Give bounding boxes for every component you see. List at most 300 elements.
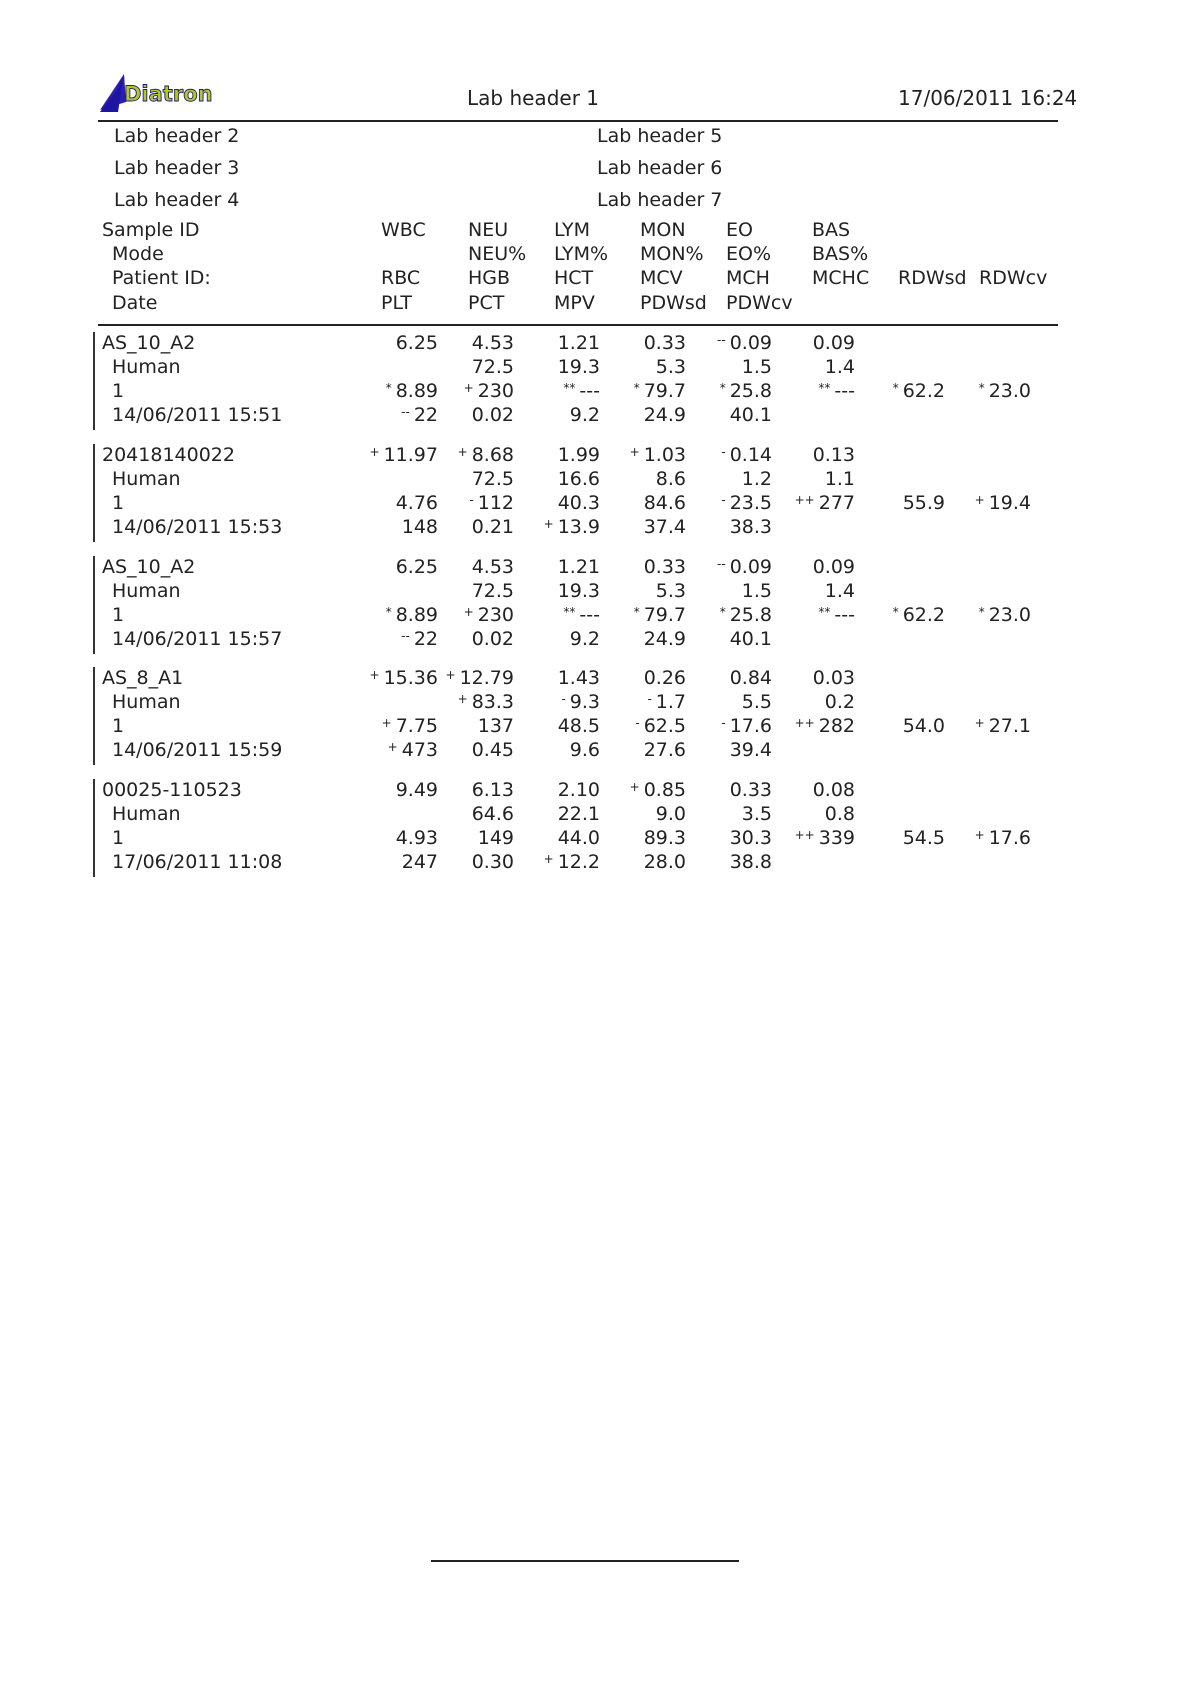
result-flag: *	[719, 381, 726, 395]
sample-block-bar	[93, 556, 95, 654]
result-flag: +	[629, 780, 640, 794]
result-value	[893, 606, 945, 625]
result-number: 0.02	[471, 628, 514, 650]
result-value	[544, 853, 600, 872]
column-header: PCT	[468, 292, 505, 314]
column-header: EO%	[726, 243, 772, 265]
result-value	[472, 406, 514, 425]
sample-id	[102, 558, 195, 577]
result-value	[558, 829, 600, 848]
result-value	[825, 693, 855, 712]
result-value	[647, 693, 686, 712]
column-header: NEU	[468, 219, 509, 241]
result-number: 6.25	[395, 332, 438, 354]
column-header: Date	[112, 292, 158, 314]
result-flag: **	[563, 381, 576, 395]
column-header: PDWsd	[640, 292, 707, 314]
result-value	[730, 406, 772, 425]
result-number: 9.0	[655, 803, 686, 825]
logo-text: Diatron	[124, 82, 213, 106]
sample-text: 14/06/2011 15:53	[112, 516, 283, 538]
result-flag: +	[381, 716, 392, 730]
result-value	[975, 494, 1031, 513]
result-number: 79.7	[643, 604, 686, 626]
result-value	[742, 470, 772, 489]
columns-divider	[98, 324, 1058, 326]
result-flag: +	[629, 445, 640, 459]
result-flag: --	[401, 405, 410, 419]
result-value	[903, 717, 945, 736]
result-value	[730, 741, 772, 760]
result-number: 22	[413, 404, 438, 426]
column-header: Mode	[112, 243, 164, 265]
result-flag: +	[457, 445, 468, 459]
result-number: 24.9	[643, 628, 686, 650]
result-value	[464, 382, 514, 401]
result-number: 149	[477, 827, 514, 849]
result-value	[472, 334, 514, 353]
result-value	[558, 446, 600, 465]
result-flag: ++	[794, 493, 815, 507]
result-value	[402, 853, 438, 872]
result-number: 0.84	[729, 667, 772, 689]
result-number: 40.3	[557, 492, 600, 514]
sample-text: 20418140022	[102, 444, 235, 466]
result-value	[742, 693, 772, 712]
result-value	[472, 358, 514, 377]
result-number: 4.53	[471, 556, 514, 578]
result-flag: *	[633, 381, 640, 395]
result-value	[975, 717, 1031, 736]
signature-line	[431, 1560, 739, 1562]
result-value	[570, 741, 600, 760]
patient-id	[112, 382, 124, 401]
result-number: 12.2	[557, 851, 600, 873]
sample-date	[112, 741, 282, 760]
result-value	[717, 558, 772, 577]
result-number: 3.5	[741, 803, 772, 825]
result-flag: *	[719, 605, 726, 619]
column-header: WBC	[381, 219, 426, 241]
result-number: 38.8	[729, 851, 772, 873]
result-flag: --	[717, 557, 726, 571]
result-value	[558, 805, 600, 824]
result-value	[813, 334, 855, 353]
sample-mode	[112, 470, 181, 489]
result-number: 247	[401, 851, 438, 873]
result-value	[558, 334, 600, 353]
result-value	[401, 406, 438, 425]
result-number: 137	[477, 715, 514, 737]
result-value	[558, 781, 600, 800]
result-number: 72.5	[471, 580, 514, 602]
report-datetime: 17/06/2011 16:24	[898, 86, 1078, 110]
result-number: 2.10	[557, 779, 600, 801]
result-number: 0.21	[471, 516, 514, 538]
result-number: 8.89	[395, 380, 438, 402]
column-header: BAS%	[812, 243, 869, 265]
result-value	[464, 606, 514, 625]
result-number: 48.5	[557, 715, 600, 737]
result-number: 4.76	[395, 492, 438, 514]
result-flag: -	[647, 692, 652, 706]
result-number: 9.3	[569, 691, 600, 713]
sample-mode	[112, 693, 181, 712]
result-value	[730, 518, 772, 537]
lab-header-4: Lab header 4	[114, 189, 240, 211]
result-value	[730, 829, 772, 848]
result-value	[644, 853, 686, 872]
result-flag: -	[469, 493, 474, 507]
result-flag: +	[445, 668, 456, 682]
result-number: 25.8	[729, 380, 772, 402]
result-number: 23.0	[988, 604, 1031, 626]
result-value	[644, 630, 686, 649]
result-value	[469, 494, 514, 513]
result-flag: +	[974, 716, 985, 730]
sample-id	[102, 334, 195, 353]
result-value	[382, 717, 438, 736]
result-value	[644, 829, 686, 848]
result-flag: --	[717, 333, 726, 347]
result-value	[730, 853, 772, 872]
result-number: 6.25	[395, 556, 438, 578]
sample-text: Human	[112, 580, 181, 602]
result-value	[903, 829, 945, 848]
result-number: 0.33	[643, 332, 686, 354]
diatron-logo	[96, 72, 266, 116]
result-flag: +	[974, 493, 985, 507]
result-flag: *	[978, 605, 985, 619]
result-value	[730, 630, 772, 649]
lab-header-5: Lab header 5	[597, 125, 723, 147]
result-number: 1.1	[824, 468, 855, 490]
result-value	[472, 741, 514, 760]
lab-header-7: Lab header 7	[597, 189, 723, 211]
result-number: 230	[477, 604, 514, 626]
result-number: 55.9	[902, 492, 945, 514]
result-value	[558, 494, 600, 513]
sample-block-bar	[93, 332, 95, 430]
result-number: 13.9	[557, 516, 600, 538]
result-value	[388, 741, 438, 760]
result-flag: *	[385, 605, 392, 619]
result-flag: +	[974, 828, 985, 842]
result-value	[396, 829, 438, 848]
result-value	[730, 669, 772, 688]
result-number: ---	[579, 380, 600, 402]
result-number: 22	[413, 628, 438, 650]
sample-text: 1	[112, 604, 125, 626]
result-number: 8.6	[655, 468, 686, 490]
result-value	[472, 470, 514, 489]
result-value	[644, 741, 686, 760]
result-value	[396, 334, 438, 353]
result-value	[813, 558, 855, 577]
result-value	[558, 669, 600, 688]
result-flag: *	[385, 381, 392, 395]
result-flag: ++	[794, 828, 815, 842]
column-header: MON%	[640, 243, 704, 265]
sample-text: 17/06/2011 11:08	[112, 851, 283, 873]
result-value	[721, 494, 772, 513]
result-number: 16.6	[557, 468, 600, 490]
result-value	[818, 606, 855, 625]
result-value	[472, 582, 514, 601]
result-value	[401, 630, 438, 649]
sample-block-bar	[93, 667, 95, 765]
result-value	[795, 829, 855, 848]
result-number: 24.9	[643, 404, 686, 426]
result-value	[825, 358, 855, 377]
result-value	[979, 382, 1031, 401]
column-header: HCT	[554, 267, 594, 289]
result-value	[558, 470, 600, 489]
result-number: 62.2	[902, 604, 945, 626]
result-value	[656, 582, 686, 601]
column-header: MCH	[726, 267, 770, 289]
column-header: HGB	[468, 267, 511, 289]
result-value	[979, 606, 1031, 625]
column-header: PDWcv	[726, 292, 793, 314]
result-value	[558, 358, 600, 377]
result-value	[795, 494, 855, 513]
sample-text: 14/06/2011 15:59	[112, 739, 283, 761]
result-value	[478, 829, 514, 848]
result-flag: **	[818, 381, 831, 395]
result-value	[721, 717, 772, 736]
sample-text: AS_8_A1	[102, 667, 184, 689]
result-value	[635, 717, 686, 736]
result-value	[742, 582, 772, 601]
result-number: 40.1	[729, 628, 772, 650]
result-number: 22.1	[557, 803, 600, 825]
result-number: 9.2	[569, 404, 600, 426]
result-value	[570, 406, 600, 425]
lab-header-2: Lab header 2	[114, 125, 240, 147]
column-header: NEU%	[468, 243, 527, 265]
result-number: ---	[579, 604, 600, 626]
result-value	[717, 334, 772, 353]
result-number: 38.3	[729, 516, 772, 538]
result-number: 0.13	[812, 444, 855, 466]
result-value	[386, 606, 438, 625]
result-number: 1.4	[824, 356, 855, 378]
column-header: EO	[726, 219, 753, 241]
result-value	[644, 669, 686, 688]
sample-text: 1	[112, 715, 125, 737]
sample-date	[112, 518, 282, 537]
result-flag: *	[978, 381, 985, 395]
result-number: 8.68	[471, 444, 514, 466]
result-number: 148	[401, 516, 438, 538]
result-value	[472, 781, 514, 800]
result-number: 9.6	[569, 739, 600, 761]
result-value	[903, 494, 945, 513]
header-divider	[98, 120, 1058, 122]
sample-text: AS_10_A2	[102, 556, 196, 578]
result-number: 1.7	[655, 691, 686, 713]
column-header: RDWsd	[898, 267, 967, 289]
result-number: 84.6	[643, 492, 686, 514]
result-number: 9.49	[395, 779, 438, 801]
result-value	[563, 382, 600, 401]
result-number: 64.6	[471, 803, 514, 825]
result-value	[825, 805, 855, 824]
result-number: 23.0	[988, 380, 1031, 402]
result-flag: -	[721, 493, 726, 507]
result-value	[813, 446, 855, 465]
result-number: 83.3	[471, 691, 514, 713]
result-value	[720, 606, 772, 625]
result-value	[370, 446, 438, 465]
result-flag: +	[463, 381, 474, 395]
column-header: PLT	[381, 292, 413, 314]
result-number: 0.09	[812, 556, 855, 578]
result-number: 79.7	[643, 380, 686, 402]
result-value	[825, 582, 855, 601]
result-number: 1.4	[824, 580, 855, 602]
result-value	[458, 446, 514, 465]
result-value	[721, 446, 772, 465]
result-number: 1.21	[557, 332, 600, 354]
result-number: 11.97	[383, 444, 438, 466]
result-flag: --	[401, 629, 410, 643]
result-value	[975, 829, 1031, 848]
result-flag: -	[721, 445, 726, 459]
result-flag: *	[892, 381, 899, 395]
result-number: 282	[818, 715, 855, 737]
sample-date	[112, 630, 282, 649]
result-number: 0.45	[471, 739, 514, 761]
result-number: 1.5	[741, 356, 772, 378]
sample-text: 1	[112, 380, 125, 402]
result-number: 62.5	[643, 715, 686, 737]
result-value	[396, 781, 438, 800]
result-value	[570, 630, 600, 649]
result-number: 19.4	[988, 492, 1031, 514]
sample-text: 1	[112, 827, 125, 849]
sample-id	[102, 781, 242, 800]
result-number: 23.5	[729, 492, 772, 514]
result-number: 17.6	[729, 715, 772, 737]
sample-text: Human	[112, 468, 181, 490]
result-value	[644, 558, 686, 577]
result-number: 0.08	[812, 779, 855, 801]
column-header: BAS	[812, 219, 851, 241]
result-number: 230	[477, 380, 514, 402]
result-number: 17.6	[988, 827, 1031, 849]
result-value	[472, 630, 514, 649]
column-header: RDWcv	[979, 267, 1048, 289]
result-number: 0.03	[812, 667, 855, 689]
lab-header-6: Lab header 6	[597, 157, 723, 179]
result-number: 62.2	[902, 380, 945, 402]
sample-text: AS_10_A2	[102, 332, 196, 354]
result-value	[561, 693, 600, 712]
result-value	[656, 805, 686, 824]
result-number: 0.30	[471, 851, 514, 873]
result-number: 8.89	[395, 604, 438, 626]
sample-id	[102, 446, 235, 465]
result-flag: +	[387, 740, 398, 754]
result-flag: -	[561, 692, 566, 706]
result-value	[742, 358, 772, 377]
sample-date	[112, 853, 282, 872]
sample-text: 1	[112, 492, 125, 514]
result-number: 0.09	[812, 332, 855, 354]
result-number: 0.02	[471, 404, 514, 426]
result-number: 72.5	[471, 356, 514, 378]
result-number: 7.75	[395, 715, 438, 737]
result-number: 0.33	[729, 779, 772, 801]
result-number: 1.5	[741, 580, 772, 602]
result-number: 27.6	[643, 739, 686, 761]
result-flag: +	[457, 692, 468, 706]
result-number: 89.3	[643, 827, 686, 849]
result-number: 0.09	[729, 556, 772, 578]
result-flag: ++	[794, 716, 815, 730]
column-header: Sample ID	[102, 219, 200, 241]
result-value	[472, 518, 514, 537]
result-number: 1.43	[557, 667, 600, 689]
result-value	[644, 494, 686, 513]
result-number: 44.0	[557, 827, 600, 849]
result-flag: +	[543, 852, 554, 866]
result-number: 1.03	[643, 444, 686, 466]
result-number: 19.3	[557, 356, 600, 378]
result-value	[402, 518, 438, 537]
column-header: Patient ID:	[112, 267, 211, 289]
result-number: 339	[818, 827, 855, 849]
result-value	[656, 470, 686, 489]
result-number: 54.5	[902, 827, 945, 849]
result-flag: -	[721, 716, 726, 730]
result-number: 1.99	[557, 444, 600, 466]
result-value	[370, 669, 438, 688]
result-flag: *	[892, 605, 899, 619]
sample-text: 14/06/2011 15:57	[112, 628, 283, 650]
result-value	[630, 781, 686, 800]
result-value	[634, 382, 686, 401]
result-value	[396, 494, 438, 513]
sample-text: Human	[112, 803, 181, 825]
result-number: 4.93	[395, 827, 438, 849]
result-number: 0.26	[643, 667, 686, 689]
result-value	[742, 805, 772, 824]
result-number: ---	[834, 604, 855, 626]
result-number: 5.3	[655, 356, 686, 378]
patient-id	[112, 829, 124, 848]
result-value	[386, 382, 438, 401]
sample-date	[112, 406, 282, 425]
column-header: MPV	[554, 292, 595, 314]
result-value	[446, 669, 514, 688]
result-value	[472, 853, 514, 872]
patient-id	[112, 606, 124, 625]
column-header: RBC	[381, 267, 421, 289]
result-value	[644, 334, 686, 353]
sample-mode	[112, 358, 181, 377]
result-number: 1.2	[741, 468, 772, 490]
result-number: 277	[818, 492, 855, 514]
lab-header-1: Lab header 1	[467, 86, 599, 110]
result-number: 40.1	[729, 404, 772, 426]
result-flag: +	[463, 605, 474, 619]
result-number: 5.5	[741, 691, 772, 713]
result-flag: **	[818, 605, 831, 619]
lab-header-3: Lab header 3	[114, 157, 240, 179]
